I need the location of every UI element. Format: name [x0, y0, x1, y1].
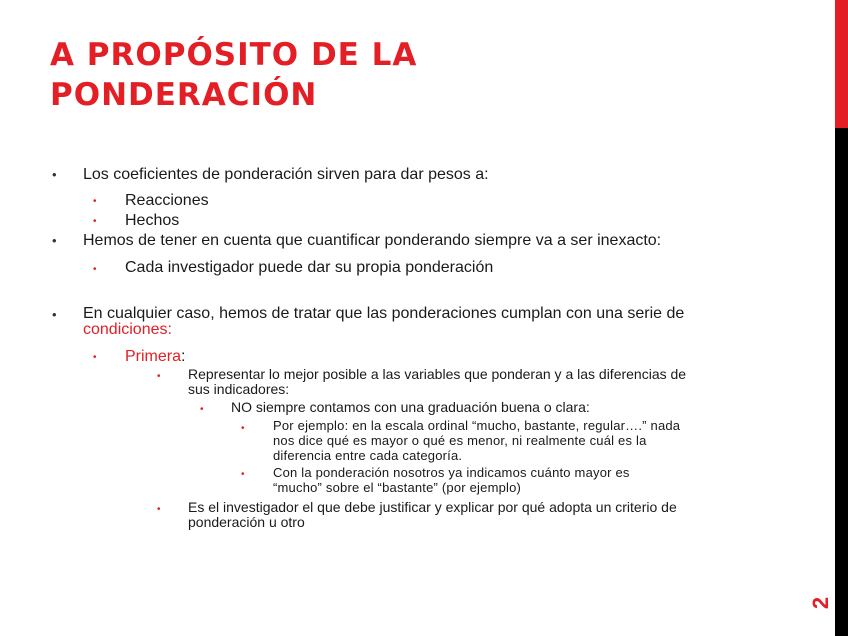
sidebar-accent-red — [835, 0, 848, 128]
bullet-justificar-line2: ponderación u otro — [188, 514, 305, 530]
bullet-dot: • — [52, 233, 57, 248]
bullet-dot: • — [157, 371, 161, 382]
bullet-ejemplo-line2: nos dice qué es mayor o qué es menor, ni realmente cuál es la — [273, 433, 647, 448]
bullet-dot: • — [52, 307, 57, 322]
bullet-representar-line2: sus indicadores: — [188, 381, 290, 397]
primera-colon: : — [181, 348, 186, 365]
bullet-dot: • — [93, 196, 97, 207]
slide-title-line2: PONDERACIÓN — [50, 77, 318, 113]
bullet-mucho-line1: Con la ponderación nosotros ya indicamos cuánto mayor es — [273, 465, 630, 480]
bullet-dot: • — [200, 404, 204, 415]
bullet-dot: • — [52, 167, 57, 182]
bullet-condiciones-line1: En cualquier caso, hemos de tratar que las ponderaciones cumplan con una serie de — [83, 305, 685, 322]
bullet-dot: • — [93, 264, 97, 275]
bullet-dot: • — [93, 216, 97, 227]
slide-title — [50, 35, 750, 115]
bullet-condiciones-line2: condiciones: — [83, 321, 172, 338]
bullet-justificar-line1: Es el investigador el que debe justificar y explicar por qué adopta un criterio de — [188, 499, 677, 515]
bullet-reacciones: Reacciones — [125, 192, 209, 209]
bullet-ejemplo-line1: Por ejemplo: en la escala ordinal “mucho, bastante, regular….” nada — [273, 418, 681, 433]
bullet-mucho-line2: “mucho” sobre el “bastante” (por ejemplo) — [273, 480, 522, 495]
slide-title-line1: A PROPÓSITO DE LA — [50, 37, 418, 73]
primera-label: Primera — [125, 348, 182, 365]
bullet-hechos: Hechos — [125, 212, 180, 229]
bullet-dot: • — [93, 352, 97, 363]
bullet-coeficientes: Los coeficientes de ponderación sirven para dar pesos a: — [83, 166, 489, 183]
bullet-inexacto: Hemos de tener en cuenta que cuantificar ponderando siempre va a ser inexacto: — [83, 232, 662, 249]
bullet-investigador-ponderacion: Cada investigador puede dar su propia ponderación — [125, 259, 494, 276]
page-number: 2 — [808, 596, 833, 610]
bullet-dot: • — [241, 423, 245, 434]
bullet-representar-line1: Representar lo mejor posible a las variables que ponderan y a las diferencias de — [188, 366, 687, 382]
bullet-graduacion: NO siempre contamos con una graduación buena o clara: — [231, 399, 590, 415]
bullet-dot: • — [157, 504, 161, 515]
bullet-primera — [125, 348, 185, 365]
bullet-dot: • — [241, 469, 245, 480]
bullet-ejemplo-line3: diferencia entre cada categoría. — [273, 448, 463, 463]
sidebar-accent-black — [835, 128, 848, 636]
